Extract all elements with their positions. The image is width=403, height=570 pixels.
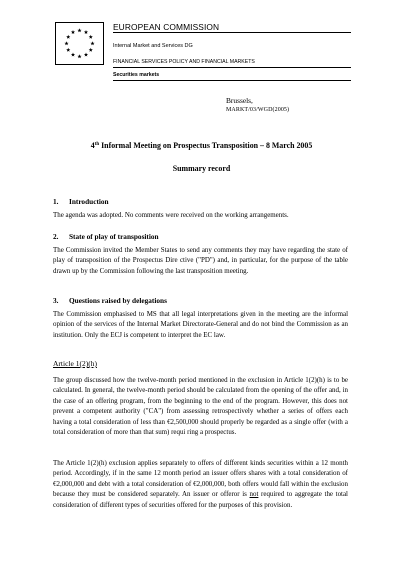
flag-star-icon — [71, 30, 75, 34]
section-heading: 2. State of play of transposition — [53, 232, 159, 241]
flag-star-icon — [71, 53, 75, 57]
eu-flag-icon — [55, 22, 104, 65]
section-text: The Commission invited the Member States to send any comments they may have regarding the state of play of transposition of the Prospectus Dire ctive ("PD") and, in particular, for the purpose of the table drawn up by the Commission following the last transposition meeting. — [53, 246, 348, 275]
section-heading: 1. Introduction — [53, 197, 109, 206]
article-heading: Article 1(2)(h) — [53, 359, 97, 368]
article-paragraph: The group discussed how the twelve-month period mentioned in the exclusion in Article 1(2)(h) is to be calculated. In general, the twelve-month period should be calculated from the opening of the offer and, in the case of an offering program, from the beginning to the end of the program. However, this does not prevent a competent authority ("CA") from assessing retrospectively whether a series of offers each having a total consideration of less than €2,500,000 should properly be regarded as a single offer (with a total consideration of more than that sum) requi ring a prospectus. — [53, 376, 348, 437]
flag-star-icon — [77, 28, 81, 32]
place: Brussels, — [226, 96, 253, 105]
document-title: 4th Informal Meeting on Prospectus Transposition – 8 March 2005 — [90, 141, 313, 150]
directorate-name: FINANCIAL SERVICES POLICY AND FINANCIAL MARKETS — [113, 59, 255, 65]
org-name: EUROPEAN COMMISSION — [113, 22, 220, 32]
document-subtitle: Summary record — [172, 164, 231, 173]
flag-star-icon — [66, 35, 70, 39]
divider — [113, 80, 351, 81]
flag-star-icon — [66, 48, 70, 52]
flag-star-icon — [90, 41, 94, 45]
flag-star-icon — [77, 54, 81, 58]
section-heading: 3. Questions raised by delegations — [53, 296, 167, 305]
section-text: The agenda was adopted. No comments were received on the working arrangements. — [53, 211, 289, 219]
flag-star-icon — [64, 41, 68, 45]
unit-name: Securities markets — [113, 72, 160, 78]
section-text: The Commission emphasised to MS that all legal interpretations given in the meeting are the informal opinion of the services of the Internal Market Directorate-General and do not bind the Commission as an institution. Only the ECJ is competent to interpret the EC law. — [53, 310, 348, 339]
divider — [113, 67, 351, 68]
flag-star-icon — [89, 35, 93, 39]
article-paragraph: The Article 1(2)(h) exclusion applies separately to offers of different kinds securities within a 12 month period. Accordingly, if in the same 12 month period an issuer offers shares with a total consideration of €2,000,000 and debt with a total consideration of €2,000,000, both offers would fall within the exclusion because they must be considered separately. An issuer or offeror is not required to aggregate the total consideration of different types of securities offered for the purposes of this provision. — [53, 459, 348, 509]
reference: MARKT/03/WGD(2005) — [226, 107, 290, 113]
flag-star-icon — [84, 30, 88, 34]
dg-name: Internal Market and Services DG — [113, 43, 193, 49]
flag-star-icon — [84, 53, 88, 57]
flag-star-icon — [89, 48, 93, 52]
divider — [113, 32, 351, 33]
